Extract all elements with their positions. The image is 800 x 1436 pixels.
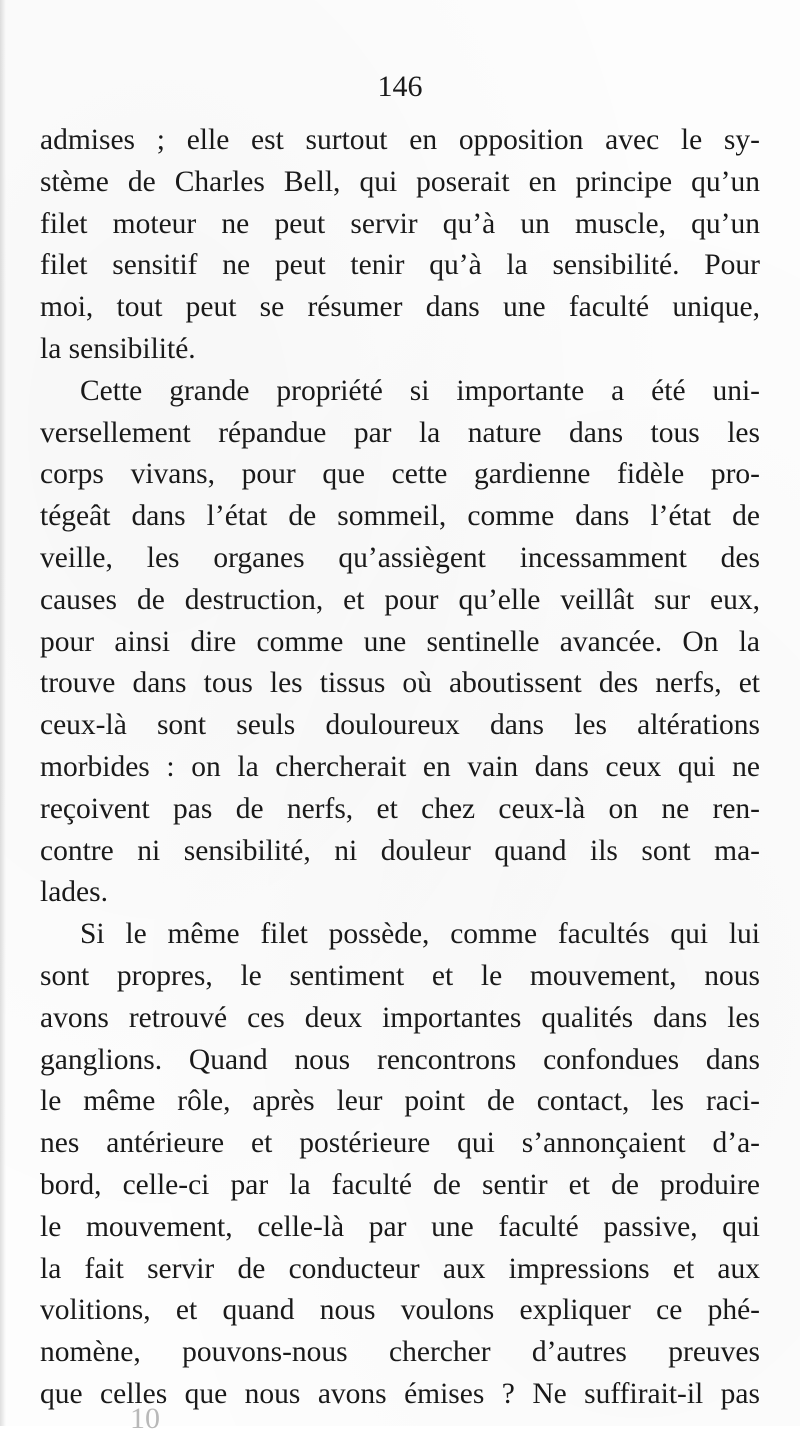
text-line: la sensibilité. (40, 332, 196, 365)
page-number: 146 (377, 70, 423, 103)
text-line: lades. (40, 876, 108, 909)
text-line: admises ; elle est surtout en opposition avec le sy- (40, 124, 760, 156)
text-line: nes antérieure et postérieure qui s’annonçaient d’a- (40, 1127, 760, 1160)
body-text (40, 120, 760, 1416)
text-line: corps vivans, pour que cette gardienne fidèle pro- (40, 458, 760, 491)
text-line: la fait servir de conducteur aux impressions et aux (40, 1252, 760, 1285)
text-line: le même rôle, après leur point de contact, les raci- (40, 1085, 760, 1118)
text-line: trouve dans tous les tissus où aboutissent des nerfs, et (40, 667, 760, 700)
paragraph-2 (40, 371, 760, 914)
paragraph-3 (40, 914, 760, 1416)
text-line: le mouvement, celle-là par une faculté passive, qui (40, 1210, 760, 1243)
text-line: stème de Charles Bell, qui poserait en principe qu’un (40, 165, 760, 198)
show-through-page-number: 10 (130, 1402, 160, 1435)
text-line: tégeât dans l’état de sommeil, comme dans l’état de (40, 500, 760, 533)
text-line: filet sensitif ne peut tenir qu’à la sensibilité. Pour (40, 249, 760, 282)
text-line: nomène, pouvons-nous chercher d’autres preuves (40, 1336, 760, 1369)
text-line: volitions, et quand nous voulons expliquer ce phé- (40, 1294, 760, 1327)
text-line: sont propres, le sentiment et le mouvement, nous (40, 959, 760, 992)
text-line: contre ni sensibilité, ni douleur quand ils sont ma- (40, 834, 760, 867)
text-line: versellement répandue par la nature dans tous les (40, 416, 760, 449)
page-gutter-shadow (0, 0, 6, 1426)
text-line: moi, tout peut se résumer dans une faculté unique, (40, 291, 760, 324)
text-line: filet moteur ne peut servir qu’à un muscle, qu’un (40, 207, 760, 240)
text-line: veille, les organes qu’assiègent incessamment des (40, 541, 760, 574)
text-line: causes de destruction, et pour qu’elle veillât sur eux, (40, 583, 760, 616)
text-line: que celles que nous avons émises ? Ne suffirait-il pas (40, 1377, 760, 1410)
text-line: ceux-là sont seuls douloureux dans les altérations (40, 709, 760, 742)
text-line: morbides : on la chercherait en vain dans ceux qui ne (40, 750, 760, 783)
text-line: Cette grande propriété si importante a été uni- (80, 374, 760, 407)
text-line: pour ainsi dire comme une sentinelle avancée. On la (40, 625, 760, 658)
text-line: reçoivent pas de nerfs, et chez ceux-là on ne ren- (40, 792, 760, 825)
paragraph-1 (40, 120, 760, 371)
text-line: bord, celle-ci par la faculté de sentir et de produire (40, 1168, 760, 1201)
text-line: ganglions. Quand nous rencontrons confondues dans (40, 1043, 760, 1076)
text-line: Si le même filet possède, comme facultés qui lui (80, 918, 760, 951)
text-line: avons retrouvé ces deux importantes qualités dans les (40, 1001, 760, 1034)
